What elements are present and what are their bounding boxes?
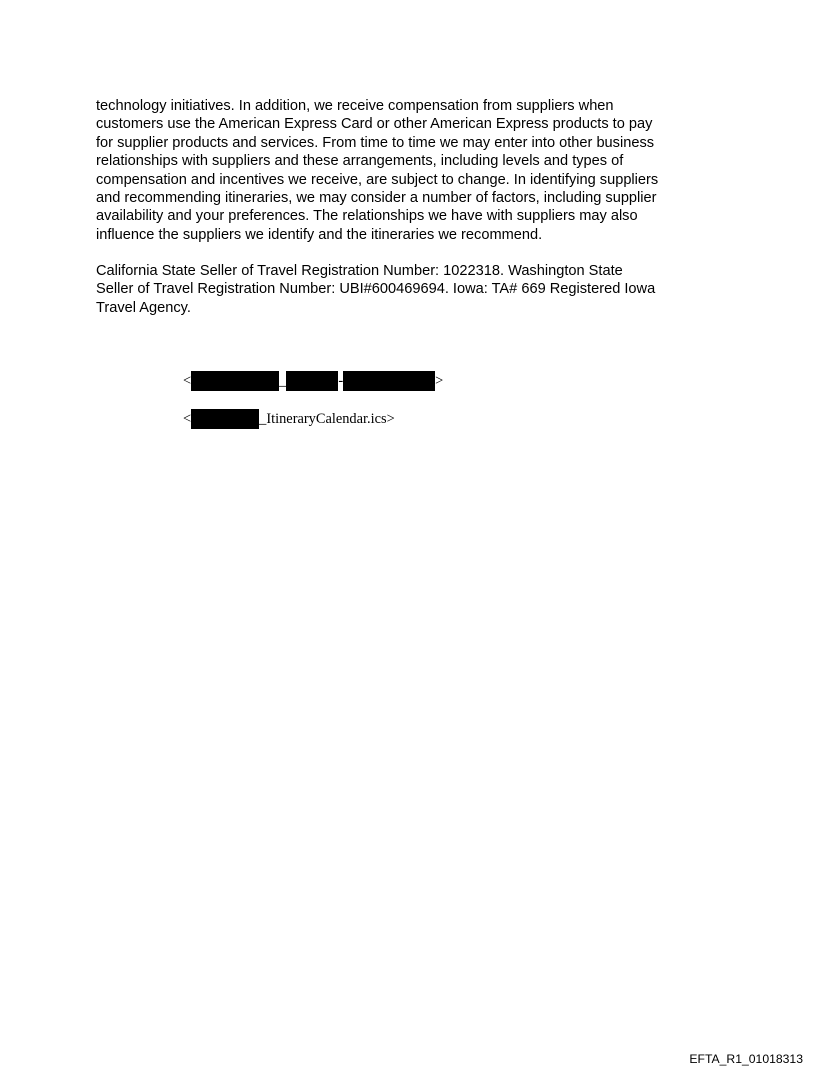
text-line: availability and your preferences. The relationships we have with suppliers may also (96, 208, 638, 225)
redaction-block (191, 409, 259, 429)
text-line: Travel Agency. (96, 299, 191, 316)
redaction-block (191, 371, 279, 391)
attachment-separator: _ (279, 373, 287, 389)
text-line: compensation and incentives we receive, are subject to change. In identifying suppliers (96, 171, 659, 188)
registration-paragraph (96, 262, 726, 317)
redaction-block (343, 371, 435, 391)
attachment-link-redacted[interactable] (183, 371, 443, 391)
attachment-separator: - (338, 373, 344, 389)
text-line: relationships with suppliers and these arrangements, including levels and types of (96, 153, 624, 170)
attachment-link-calendar[interactable] (183, 409, 395, 429)
text-line: for supplier products and services. From time to time we may enter into other business (96, 134, 655, 151)
text-line: customers use the American Express Card or other American Express products to pay (96, 116, 653, 133)
text-line: influence the suppliers we identify and the itineraries we recommend. (96, 226, 543, 243)
redaction-block (286, 371, 338, 391)
bates-number: EFTA_R1_01018313 (689, 1052, 803, 1066)
text-line: and recommending itineraries, we may consider a number of factors, including supplier (96, 190, 657, 207)
attachment-close-bracket: > (435, 373, 444, 389)
attachment-open-bracket: < (183, 373, 192, 389)
attachment-filename: _ItineraryCalendar.ics> (259, 411, 395, 427)
text-line: technology initiatives. In addition, we receive compensation from suppliers when (96, 98, 614, 114)
disclosure-paragraph (96, 97, 726, 244)
text-line: Seller of Travel Registration Number: UBI#600469694. Iowa: TA# 669 Registered Iowa (96, 281, 656, 298)
attachment-open-bracket: < (183, 411, 192, 427)
text-line: California State Seller of Travel Registration Number: 1022318. Washington State (96, 263, 623, 279)
